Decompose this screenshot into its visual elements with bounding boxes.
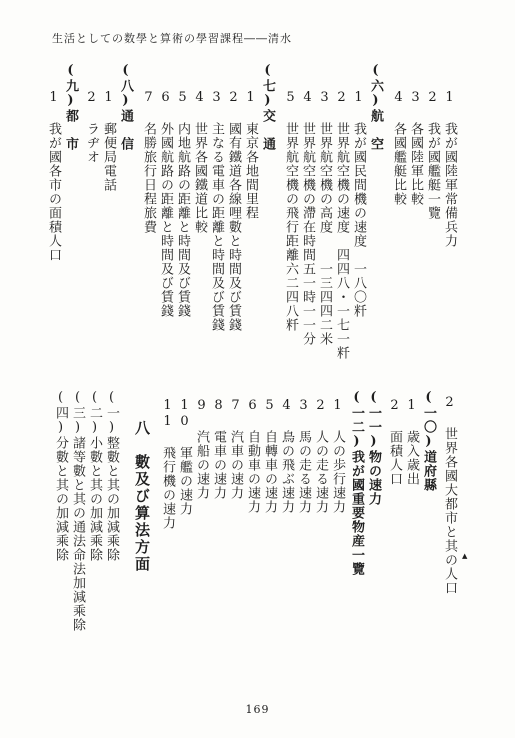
list-item: (一)整數と其の加減乘除	[104, 390, 119, 562]
list-item: 10 軍艦の速力	[177, 398, 192, 516]
list-item: 6 外國航路の距離と時間及び賃錢	[158, 90, 173, 318]
list-item: 7 汽車の速力	[228, 398, 243, 500]
list-item: 4 各國艦艇比較	[391, 90, 406, 206]
list-item: 3 主なる電車の距離と時間及び賃錢	[209, 90, 224, 332]
section-heading: (一二)我が國重要物産一覽	[349, 390, 364, 576]
list-item: 2 面積人口	[387, 398, 402, 486]
section-heading: (八)通 信	[118, 63, 133, 151]
section-heading: (一一)物の速力	[366, 390, 381, 506]
list-item: 1 東京各地間里程	[243, 90, 258, 220]
list-item: 1 我が國民間機の速度 一八〇粁	[351, 90, 366, 318]
section-heading: (七)交 通	[260, 63, 275, 151]
list-item: 3 馬の走る速力	[296, 398, 311, 514]
list-item: 1 歳入歳出	[404, 398, 419, 486]
list-item: 11 飛行機の速力	[160, 398, 175, 530]
list-item: 2 世界各國大都市と其の人口	[442, 395, 457, 595]
list-item: 5 内地航路の距離と時間及び賃錢	[175, 90, 190, 318]
list-item: 2 ラヂオ	[84, 90, 99, 164]
section-heading: (九)都 市	[63, 63, 78, 151]
list-item: 2 國有鐵道各線哩數と時間及び賃錢	[226, 90, 241, 332]
section-heading: (六)航 空	[368, 63, 383, 151]
page-number: 169	[245, 703, 270, 716]
list-item: 4 世界各國鐵道比較	[192, 90, 207, 234]
list-item: 3 世界航空機の高度 一三四四二米	[317, 90, 332, 346]
chapter-heading: 八 數及び算法方面	[133, 420, 151, 573]
list-item: 2 世界航空機の速度 四四八・一七一粁	[334, 90, 349, 360]
list-item: 1 郵便局電話	[101, 90, 116, 192]
list-item: (三)諸等數と其の通法命法加減乘除	[70, 390, 85, 632]
section-heading: (一〇)道府縣	[421, 390, 436, 492]
list-item: (四)分數と其の加減乘除	[53, 390, 68, 562]
running-header: 生活としての数學と算術の學習課程――清水	[52, 32, 292, 45]
list-item: 2 人の走る速力	[313, 398, 328, 514]
list-item: (二)小數と其の加減乘除	[87, 390, 102, 562]
print-mark: ▲	[462, 552, 468, 560]
list-item: 1 我が國陸軍常備兵力	[442, 90, 457, 248]
list-item: 9 汽船の速力	[194, 398, 209, 500]
list-item: 7 名勝旅行日程旅費	[141, 90, 156, 234]
list-item: 4 鳥の飛ぶ速力	[279, 398, 294, 514]
list-item: 2 我が國艦艇一覽	[425, 90, 440, 220]
list-item: 5 自轉車の速力	[262, 398, 277, 514]
list-item: 4 世界航空機の滯在時間五一時一一分	[300, 90, 315, 346]
list-item: 1 我が國各市の面積人口	[46, 90, 61, 262]
list-item: 6 自動車の速力	[245, 398, 260, 514]
list-item: 5 世界航空機の飛行距離六二四八粁	[283, 90, 298, 332]
list-item: 3 各國陸軍比較	[408, 90, 423, 206]
list-item: 1 人の歩行速力	[330, 398, 345, 514]
list-item: 8 電車の速力	[211, 398, 226, 500]
